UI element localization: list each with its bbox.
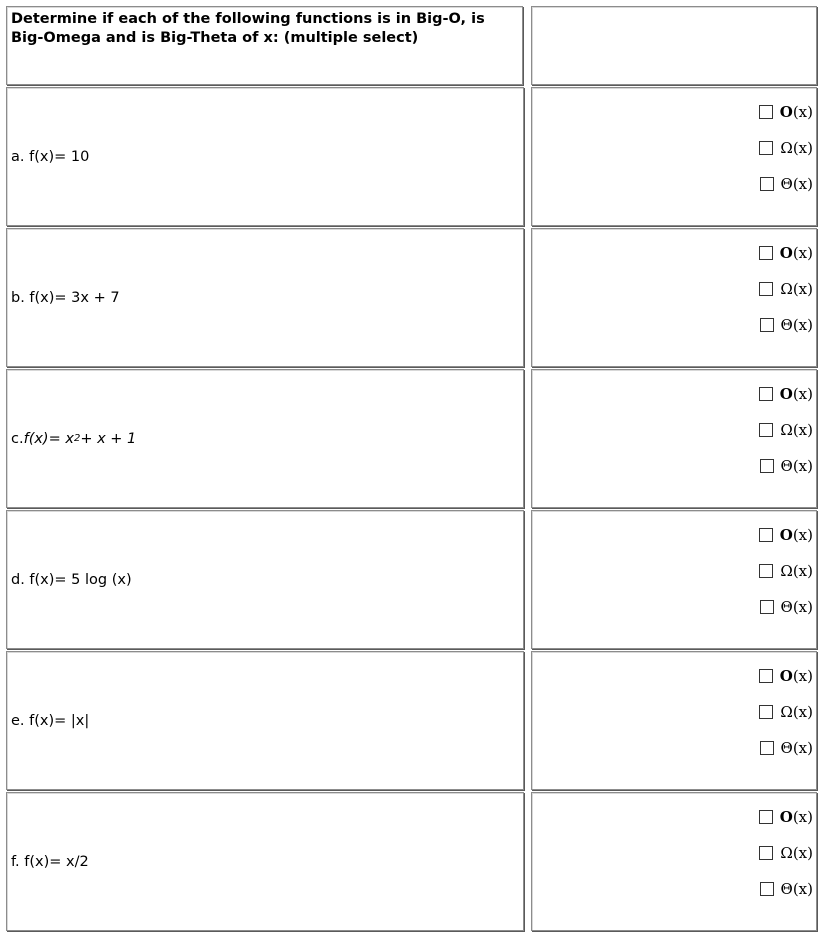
- option-arg: (x): [792, 385, 813, 403]
- option-big-omega-c[interactable]: [759, 412, 813, 448]
- question-label-f: f. f(x)= x/2: [6, 792, 524, 931]
- checkbox-big-o-e[interactable]: [759, 669, 773, 683]
- question-row-e: [6, 650, 817, 791]
- checkbox-big-omega-d[interactable]: [759, 564, 773, 578]
- checkbox-big-o-d[interactable]: [759, 528, 773, 542]
- checkbox-big-theta-f[interactable]: [760, 882, 774, 896]
- big-omega-symbol: Ω: [780, 703, 793, 721]
- checkbox-big-theta-c[interactable]: [760, 459, 774, 473]
- option-big-o-c[interactable]: [759, 376, 813, 412]
- big-theta-symbol: Θ: [780, 316, 793, 334]
- option-big-omega-f[interactable]: [759, 835, 813, 871]
- checkbox-big-omega-f[interactable]: [759, 846, 773, 860]
- option-big-omega-a[interactable]: [759, 130, 813, 166]
- option-arg: (x): [792, 175, 813, 193]
- answer-cell-d: [531, 510, 817, 649]
- option-arg: (x): [792, 421, 813, 439]
- question-label-d: d. f(x)= 5 log (x): [6, 510, 524, 649]
- options-group-b: [759, 235, 813, 343]
- option-arg: (x): [792, 562, 813, 580]
- question-row-f: [6, 791, 817, 932]
- question-prompt: Determine if each of the following functions is in Big-O, is Big-Omega and is Big-Theta of x: (multiple select): [6, 6, 523, 85]
- checkbox-big-omega-c[interactable]: [759, 423, 773, 437]
- question-label-b: b. f(x)= 3x + 7: [6, 228, 524, 367]
- question-rest-c: + x + 1: [80, 430, 137, 447]
- checkbox-big-theta-d[interactable]: [760, 600, 774, 614]
- option-big-omega-e[interactable]: [759, 694, 813, 730]
- big-o-symbol: O: [779, 526, 793, 544]
- option-big-o-b[interactable]: [759, 235, 813, 271]
- option-arg: (x): [792, 739, 813, 757]
- option-big-o-f[interactable]: [759, 799, 813, 835]
- question-row-a: [6, 86, 817, 227]
- checkbox-big-o-f[interactable]: [759, 810, 773, 824]
- options-group-a: [759, 94, 813, 202]
- option-big-theta-e[interactable]: [759, 730, 813, 766]
- checkbox-big-omega-a[interactable]: [759, 141, 773, 155]
- option-big-o-e[interactable]: [759, 658, 813, 694]
- question-row-d: [6, 509, 817, 650]
- checkbox-big-omega-b[interactable]: [759, 282, 773, 296]
- checkbox-big-o-b[interactable]: [759, 246, 773, 260]
- quiz-table: [6, 6, 817, 932]
- question-label-e: e. f(x)= |x|: [6, 651, 524, 790]
- answer-cell-a: [531, 87, 817, 226]
- option-arg: (x): [792, 316, 813, 334]
- big-o-symbol: O: [779, 385, 793, 403]
- option-arg: (x): [792, 703, 813, 721]
- question-prefix-c: c.: [11, 430, 24, 447]
- options-group-c: [759, 376, 813, 484]
- option-arg: (x): [792, 808, 813, 826]
- answer-cell-b: [531, 228, 817, 367]
- checkbox-big-omega-e[interactable]: [759, 705, 773, 719]
- question-label-a: a. f(x)= 10: [6, 87, 524, 226]
- header-empty-cell: [531, 6, 817, 85]
- big-omega-symbol: Ω: [780, 844, 793, 862]
- options-group-f: [759, 799, 813, 907]
- option-arg: (x): [792, 526, 813, 544]
- checkbox-big-o-c[interactable]: [759, 387, 773, 401]
- checkbox-big-theta-a[interactable]: [760, 177, 774, 191]
- option-big-o-d[interactable]: [759, 517, 813, 553]
- options-group-d: [759, 517, 813, 625]
- option-arg: (x): [792, 667, 813, 685]
- question-label-c: c. f(x)= x 2 + x + 1: [6, 369, 524, 508]
- answer-cell-f: [531, 792, 817, 931]
- big-omega-symbol: Ω: [780, 139, 793, 157]
- option-big-omega-d[interactable]: [759, 553, 813, 589]
- big-o-symbol: O: [779, 667, 793, 685]
- option-big-theta-d[interactable]: [759, 589, 813, 625]
- option-big-theta-a[interactable]: [759, 166, 813, 202]
- big-theta-symbol: Θ: [780, 175, 793, 193]
- options-group-e: [759, 658, 813, 766]
- big-theta-symbol: Θ: [780, 457, 793, 475]
- big-theta-symbol: Θ: [780, 880, 793, 898]
- checkbox-big-theta-b[interactable]: [760, 318, 774, 332]
- big-theta-symbol: Θ: [780, 598, 793, 616]
- answer-cell-c: [531, 369, 817, 508]
- question-fx-c: f(x)= x: [23, 430, 74, 447]
- big-omega-symbol: Ω: [780, 280, 793, 298]
- option-big-theta-f[interactable]: [759, 871, 813, 907]
- option-arg: (x): [792, 457, 813, 475]
- option-arg: (x): [792, 844, 813, 862]
- option-arg: (x): [792, 103, 813, 121]
- option-big-theta-c[interactable]: [759, 448, 813, 484]
- option-arg: (x): [792, 598, 813, 616]
- option-arg: (x): [792, 139, 813, 157]
- big-omega-symbol: Ω: [780, 421, 793, 439]
- big-o-symbol: O: [779, 103, 793, 121]
- option-arg: (x): [792, 880, 813, 898]
- big-o-symbol: O: [779, 244, 793, 262]
- option-big-theta-b[interactable]: [759, 307, 813, 343]
- big-theta-symbol: Θ: [780, 739, 793, 757]
- big-omega-symbol: Ω: [780, 562, 793, 580]
- header-row: [6, 6, 817, 86]
- option-big-o-a[interactable]: [759, 94, 813, 130]
- option-arg: (x): [792, 244, 813, 262]
- answer-cell-e: [531, 651, 817, 790]
- option-big-omega-b[interactable]: [759, 271, 813, 307]
- checkbox-big-theta-e[interactable]: [760, 741, 774, 755]
- option-arg: (x): [792, 280, 813, 298]
- question-row-b: [6, 227, 817, 368]
- question-row-c: [6, 368, 817, 509]
- checkbox-big-o-a[interactable]: [759, 105, 773, 119]
- big-o-symbol: O: [779, 808, 793, 826]
